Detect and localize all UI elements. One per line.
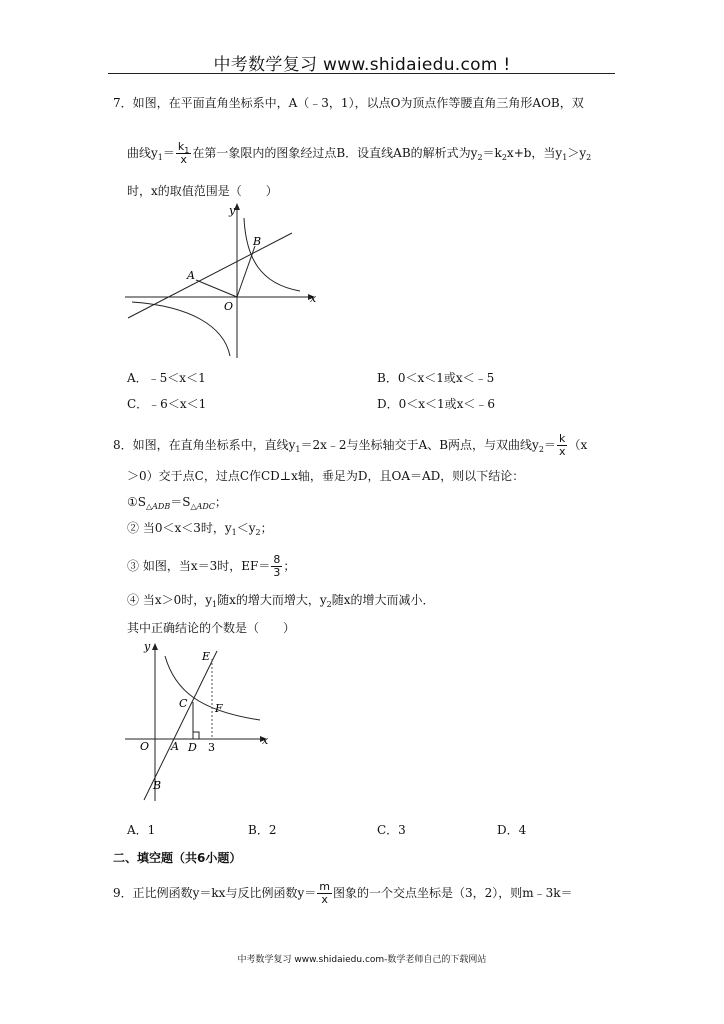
q7-line2 <box>127 141 591 166</box>
q8-sub: △ADB <box>145 502 171 511</box>
q7-k-sub: 1 <box>184 146 190 155</box>
q7-line1: 7．如图，在平面直角坐标系中，A（﹣3，1），以点O为顶点作等腰直角三角形AOB，双 <box>113 96 584 110</box>
q8-text: 随x的增大而增大，y <box>217 593 327 607</box>
q8-graph <box>120 636 280 806</box>
q8-text: ＝S <box>170 495 191 509</box>
q8-fraction-denominator: x <box>558 445 566 458</box>
q8-conclusion-3 <box>127 554 295 579</box>
q8-sub: △ADC <box>190 502 215 511</box>
q7-text: ＝ <box>162 146 175 160</box>
q7-option-c[interactable]: C．﹣6＜x＜1 <box>127 397 207 411</box>
q7-option-b[interactable]: B．0＜x＜1或x＜﹣5 <box>377 371 495 385</box>
q7-text: x+b，当y <box>506 146 563 160</box>
q7-fraction <box>176 141 191 166</box>
q8-option-d[interactable]: D．4 <box>497 823 527 837</box>
q8-label-a: A <box>171 740 179 753</box>
q8-question: 其中正确结论的个数是（ ） <box>127 621 296 635</box>
q8-fraction <box>557 433 568 458</box>
q9-line <box>113 881 573 906</box>
header-divider <box>108 73 615 74</box>
q8-label-e: E <box>202 650 211 663</box>
q8-option-b[interactable]: B．2 <box>248 823 277 837</box>
q9-fraction <box>317 881 332 906</box>
q8-line2: ＞0）交于点C，过点C作CD⊥x轴，垂足为D，且OA＝AD，则以下结论： <box>127 469 525 483</box>
q7-text: 曲线y <box>127 146 158 160</box>
q7-text: ＞y <box>567 146 587 160</box>
q8-label-3: 3 <box>208 741 215 754</box>
q7-label-o: O <box>224 300 234 313</box>
q8-text: 随x的增大而减小． <box>331 593 435 607</box>
q7-option-a[interactable]: A．﹣5＜x＜1 <box>127 371 206 385</box>
q8-text: ①S <box>127 495 146 509</box>
page-footer: 中考数学复习 www.shidaiedu.com-数学老师自己的下载网站 <box>237 955 487 965</box>
q8-label-c: C <box>179 697 188 710</box>
section-fill-in-title: 二、填空题（共6小题） <box>113 851 242 865</box>
q8-text: ＜y <box>236 521 256 535</box>
q7-sub: 1 <box>562 153 568 162</box>
q8-text: 8．如图，在直角坐标系中，直线y <box>113 438 296 452</box>
q7-graph <box>120 198 320 360</box>
q7-sub: 1 <box>157 153 163 162</box>
q7-segment-ao <box>196 280 237 297</box>
q8-sub: 2 <box>326 600 332 609</box>
q7-label-x: x <box>310 292 317 305</box>
q8-conclusion-1 <box>127 494 227 510</box>
q8-sub: 2 <box>255 528 261 537</box>
q7-text: ＝k <box>482 146 502 160</box>
q8-text: （x <box>568 438 588 452</box>
q8-text: ； <box>214 495 227 509</box>
q8-label-f: F <box>215 702 223 715</box>
q7-sub: 2 <box>586 153 592 162</box>
q8-label-x: x <box>262 734 269 747</box>
q9-text: 图象的一个交点坐标是（3，2），则m﹣3k＝ <box>332 886 573 900</box>
q8-y-arrow-icon <box>152 643 158 650</box>
q7-hyperbola-q3 <box>132 302 230 356</box>
q8-sub: 1 <box>295 445 301 454</box>
q8-ef-numerator: 8 <box>273 553 281 566</box>
q8-line1 <box>113 433 587 458</box>
q8-label-y: y <box>144 640 151 653</box>
q9-fraction-numerator: m <box>319 880 330 893</box>
page-header: 中考数学复习 www.shidaiedu.com ! <box>213 55 511 75</box>
q8-text: ② 当0＜x＜3时，y <box>127 521 232 535</box>
q7-label-y: y <box>229 204 236 217</box>
q7-sub: 2 <box>501 153 507 162</box>
q8-conclusion-2 <box>127 520 273 536</box>
q7-line-ab <box>128 233 292 318</box>
q8-sub: 2 <box>538 445 544 454</box>
q8-sub: 1 <box>212 600 218 609</box>
q7-fraction-denominator: x <box>180 153 187 166</box>
q7-segment-ob <box>237 246 255 297</box>
q8-conclusion-4 <box>127 592 435 608</box>
q8-option-c[interactable]: C．3 <box>377 823 406 837</box>
q7-line3: 时，x的取值范围是（ ） <box>127 184 278 198</box>
q8-fraction-numerator: k <box>557 433 568 446</box>
q8-ef-fraction <box>271 554 282 579</box>
q8-text: ＝ <box>543 438 556 452</box>
q9-fraction-denominator: x <box>321 893 328 906</box>
q8-text: ＝2x﹣2与坐标轴交于A、B两点，与双曲线y <box>300 438 539 452</box>
q8-label-o: O <box>140 740 150 753</box>
q7-text: 在第一象限内的图象经过点B．设直线AB的解析式为y <box>192 146 478 160</box>
q8-label-d: D <box>188 741 197 754</box>
q7-sub: 2 <box>477 153 483 162</box>
q9-text: 9．正比例函数y＝kx与反比例函数y＝ <box>113 886 317 900</box>
q8-option-a[interactable]: A．1 <box>127 823 156 837</box>
q8-text: ； <box>283 559 296 573</box>
q8-text: ； <box>260 521 273 535</box>
q8-right-angle-icon <box>193 732 199 739</box>
q7-label-a: A <box>187 269 195 282</box>
q8-text: ④ 当x＞0时，y <box>127 593 212 607</box>
q8-text: ③ 如图，当x＝3时，EF＝ <box>127 559 271 573</box>
q8-sub: 1 <box>231 528 237 537</box>
q8-label-b: B <box>153 779 162 792</box>
q7-option-d[interactable]: D．0＜x＜1或x＜﹣6 <box>377 397 496 411</box>
q8-ef-denominator: 3 <box>273 566 281 579</box>
q7-label-b: B <box>253 235 262 248</box>
q7-k: k <box>177 140 185 153</box>
